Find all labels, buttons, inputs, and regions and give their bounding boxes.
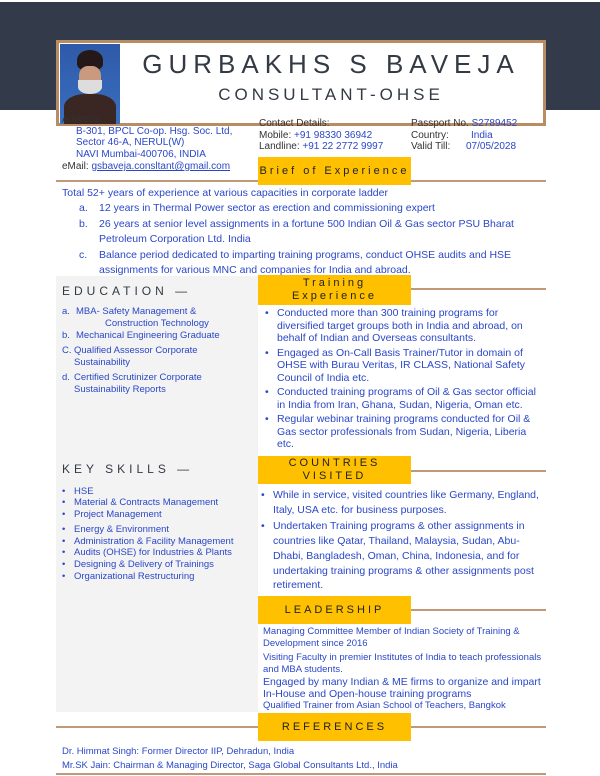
references-section — [62, 745, 398, 773]
countries-list — [261, 488, 546, 593]
brief-heading — [258, 157, 411, 185]
leadership-heading — [258, 596, 411, 624]
skills-list — [62, 486, 252, 583]
reference-item: Mr.SK Jain: Chairman & Managing Director, Saga Global Consultants Ltd., India — [62, 760, 398, 771]
references-heading — [258, 713, 411, 741]
landline-label: Landline: — [259, 141, 300, 152]
address-line: NAVI Mumbai-400706, INDIA — [76, 148, 206, 160]
list-marker: b. — [79, 218, 88, 230]
contact-block — [259, 118, 383, 153]
brief-item: 12 years in Thermal Power sector as erection and commissioning expert — [99, 201, 435, 214]
mobile-label: Mobile: — [259, 129, 292, 141]
divider — [411, 609, 546, 611]
countries-heading-text: VISITED — [302, 470, 367, 482]
email-link[interactable]: gsbaveja.consltant@gmail.com — [91, 161, 231, 172]
country-value: India — [471, 129, 493, 141]
valid-value: 07/05/2028 — [466, 141, 517, 152]
training-item: • Regular webinar training programs conducted for Oil & Gas sector professionals from Sudan, Nigeria, Liberia etc. — [265, 413, 545, 451]
education-item: Qualified Assessor Corporate Sustainability — [74, 344, 198, 368]
education-item: Mechanical Engineering Graduate — [76, 329, 220, 341]
education-item: Construction Technology — [105, 317, 209, 329]
references-heading-text: REFERENCES — [281, 720, 388, 733]
country-label: Country: — [411, 129, 449, 141]
address-block — [62, 114, 232, 173]
divider — [411, 470, 546, 472]
passport-label: Passport No. — [411, 118, 469, 129]
list-marker: a. — [62, 305, 70, 317]
leadership-heading-text: LEADERSHIP — [284, 603, 385, 616]
skill-item: • Material & Contracts Management — [62, 497, 252, 509]
address-line: Sector 46-A, NERUL(W) — [76, 137, 185, 148]
country-item: • While in service, visited countries like Germany, England, Italy, USA etc. for business purposes. — [261, 488, 546, 517]
countries-heading-text: COUNTRIES — [288, 457, 381, 469]
divider — [56, 773, 546, 775]
education-heading: EDUCATION — — [62, 284, 192, 298]
training-heading-text: Training — [302, 277, 367, 289]
leadership-item: Managing Committee Member of Indian Society of Training & Development since 2016 — [263, 626, 520, 649]
address-label: Address: — [62, 114, 102, 125]
skill-item: • Audits (OHSE) for Industries & Plants — [62, 547, 252, 559]
education-item: MBA- Safety Management & — [76, 305, 197, 317]
skill-item: • HSE — [62, 486, 252, 498]
skills-heading: KEY SKILLS — — [62, 462, 194, 476]
passport-value: S2789452 — [471, 118, 518, 129]
list-marker: C. — [62, 344, 72, 356]
list-marker: c. — [79, 249, 88, 261]
skills-section — [62, 464, 252, 583]
training-heading — [258, 275, 411, 305]
profile-photo — [60, 44, 120, 124]
email-label: eMail: — [62, 161, 89, 172]
brief-item: 26 years at senior level assignments in a fortune 500 Indian Oil & Gas sector PSU Bharat Petroleum Corporation Ltd. India — [99, 218, 514, 245]
training-item: • Conducted training programs of Oil & Gas sector official in India from Iran, Ghana, Sudan, Nigeria, Oman etc. — [265, 386, 545, 411]
mobile-value: +91 98330 36942 — [294, 129, 373, 141]
landline-value: +91 22 2772 9997 — [302, 141, 384, 152]
list-marker: b. — [62, 329, 70, 341]
skill-item: • Administration & Facility Management — [62, 536, 252, 548]
training-heading-text: Experience — [291, 290, 378, 302]
leadership-section — [263, 626, 548, 712]
skill-item: • Project Management — [62, 509, 252, 521]
training-item: • Engaged as On-Call Basis Trainer/Tutor in domain of OHSE with Burau Veritas, IR CLASS, National Safety Council of India etc. — [265, 347, 545, 385]
reference-item: Dr. Himmat Singh: Former Director IIP, Dehradun, India — [62, 746, 295, 757]
leadership-item: Engaged by many Indian & ME firms to organize and impart In-House and Open-house training programs — [263, 676, 541, 700]
skill-item: • Designing & Delivery of Trainings — [62, 559, 252, 571]
training-list — [265, 307, 545, 451]
brief-item: Balance period dedicated to imparting training programs, conduct OHSE audits and HSE assignments for various MNC and companies for India and abroad. — [99, 249, 512, 276]
candidate-name: GURBAKHS S BAVEJA — [142, 49, 520, 79]
skill-item: • Energy & Environment — [62, 524, 252, 536]
skill-item: • Organizational Restructuring — [62, 571, 252, 583]
address-line: B-301, BPCL Co-op. Hsg. Soc. Ltd, — [76, 125, 233, 137]
brief-intro: Total 52+ years of experience at various capacities in corporate ladder — [62, 187, 388, 199]
training-item: • Conducted more than 300 training programs for diversified target groups both in India and abroad, on behalf of Indian and Overseas consultants. — [265, 307, 545, 345]
education-item: Certified Scrutinizer Corporate Sustainability Reports — [74, 371, 202, 395]
list-marker: a. — [79, 201, 88, 214]
list-marker: d. — [62, 371, 70, 383]
education-section — [62, 286, 252, 396]
divider — [411, 288, 546, 290]
valid-label: Valid Till: — [411, 141, 451, 152]
countries-heading — [258, 456, 411, 484]
brief-heading-text: Brief of Experience — [259, 164, 410, 177]
country-item: • Undertaken Training programs & other assignments in countries like Qatar, Thailand, Malaysia, Sudan, Abu-Dhabi, Bangladesh, Oman, China, Indonesia, and for undertaking training programs & other assignments post retirement. — [261, 519, 546, 593]
contact-label: Contact Details: — [259, 118, 330, 129]
leadership-item: Qualified Trainer from Asian School of Teachers, Bangkok — [263, 700, 506, 711]
passport-block — [411, 118, 517, 153]
leadership-item: Visiting Faculty in premier Institutes of India to teach professionals and MBA students. — [263, 652, 542, 675]
candidate-title: CONSULTANT-OHSE — [218, 85, 444, 104]
brief-section — [62, 186, 542, 277]
